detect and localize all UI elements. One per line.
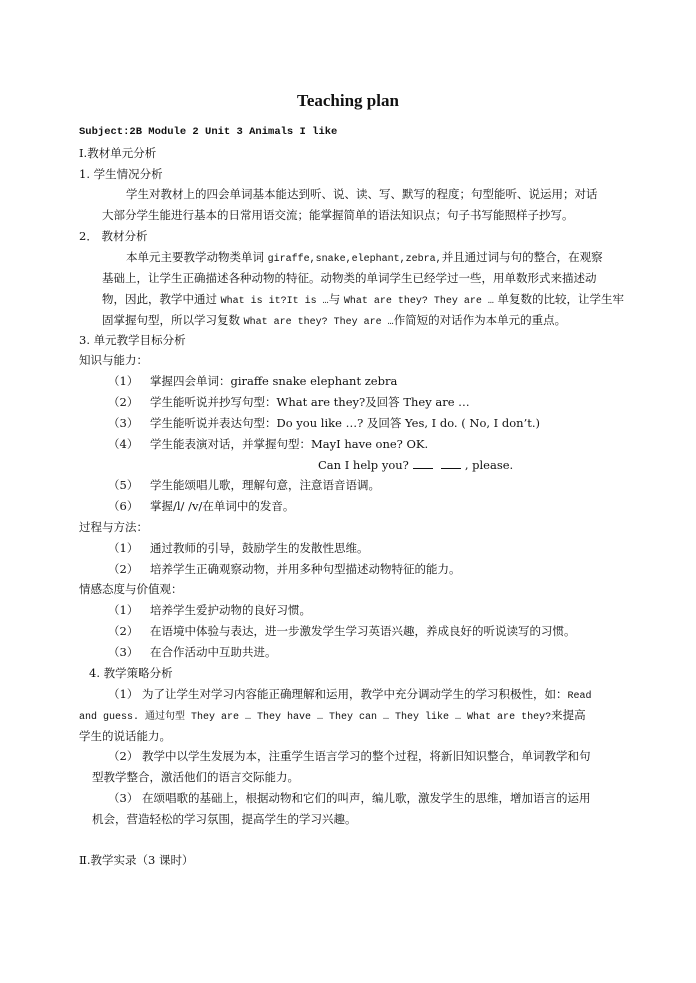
- subsection-4-title: 4. 教学策略分析: [89, 666, 173, 680]
- paragraph-line: （3） 在颂唱歌的基础上，根据动物和它们的叫声，编儿歌，激发学生的思维，增加语言的运用: [108, 791, 591, 805]
- text-run: , please.: [464, 458, 514, 472]
- method-heading: 过程与方法：: [79, 520, 148, 534]
- code-run: What are they? They are …: [343, 296, 494, 307]
- text-run: 并且通过词与句的整合，在观察: [441, 250, 603, 264]
- paragraph-line: 机会，营造轻松的学习氛围，提高学生的学习兴趣。: [92, 812, 357, 826]
- list-item: 学生能听说并抄写句型：What are they?及回答 They are …: [150, 395, 470, 409]
- text-run: 本单元主要教学动物类单词: [126, 250, 268, 264]
- fill-blank: [413, 457, 433, 469]
- list-item: 学生能听说并表达句型：Do you like …? 及回答 Yes, I do. ( No, I don’t.): [150, 416, 540, 430]
- list-item: 学生能表演对话，并掌握句型：MayI have one? OK.: [150, 437, 429, 451]
- list-number: （1）: [108, 374, 139, 388]
- list-item: 在语境中体验与表达，进一步激发学生学习英语兴趣，养成良好的听说读写的习惯。: [150, 624, 576, 638]
- list-item: 掌握四会单词：giraffe snake elephant zebra: [150, 374, 398, 388]
- document-title: Teaching plan: [297, 91, 399, 110]
- code-run: What are they? They are …: [243, 317, 394, 328]
- subsection-2-title: 2． 教材分析: [79, 229, 148, 243]
- text-run: （1） 为了让学生对学习内容能正确理解和运用，教学中充分调动学生的学习积极性，如：: [108, 687, 568, 701]
- list-item: 培养学生爱护动物的良好习惯。: [150, 603, 311, 617]
- paragraph-line: [102, 312, 566, 331]
- subsection-3-title: 3. 单元教学目标分析: [79, 333, 186, 347]
- section-1-heading: Ⅰ.教材单元分析: [79, 146, 157, 160]
- list-item: 通过教师的引导，鼓励学生的发散性思维。: [150, 541, 369, 555]
- text-run: 单复数的比较，让学生牢: [493, 292, 625, 306]
- paragraph-line: [102, 291, 624, 310]
- knowledge-heading: 知识与能力：: [79, 353, 148, 367]
- text-run: 物，因此，教学中通过: [102, 292, 221, 306]
- list-number: （6）: [108, 499, 139, 513]
- text-run: 来提高: [551, 708, 586, 722]
- code-run: What is it?It is …: [220, 296, 329, 307]
- paragraph-line: （2） 教学中以学生发展为本，注重学生语言学习的整个过程，将新旧知识整合，单词教学和句: [108, 749, 591, 763]
- paragraph-line: [79, 707, 586, 726]
- text-run: 固掌握句型，所以学习复数: [102, 313, 244, 327]
- text-run: Can I help you?: [318, 458, 409, 472]
- list-item-continuation: [318, 457, 513, 473]
- section-2-heading: Ⅱ.教学实录（3 课时）: [79, 853, 194, 867]
- list-number: （4）: [108, 437, 139, 451]
- subject-line: Subject:2B Module 2 Unit 3 Animals I like: [79, 126, 338, 138]
- paragraph-line: 学生对教材上的四会单词基本能达到听、说、读、写、默写的程度；句型能听、说运用；对话: [126, 187, 598, 201]
- code-run: Read: [567, 691, 592, 702]
- emotion-heading: 情感态度与价值观：: [79, 582, 183, 596]
- list-number: （3）: [108, 416, 139, 430]
- list-number: （1）: [108, 541, 139, 555]
- list-item: 在合作活动中互助共进。: [150, 645, 277, 659]
- paragraph-line: [108, 686, 591, 705]
- fill-blank: [441, 457, 461, 469]
- code-run: giraffe,snake,elephant,zebra,: [267, 254, 442, 265]
- paragraph-line: 型教学整合，激活他们的语言交际能力。: [92, 770, 299, 784]
- list-item: 培养学生正确观察动物，并用多种句型描述动物特征的能力。: [150, 562, 461, 576]
- text-run: 与: [328, 292, 344, 306]
- list-item: 学生能颂唱儿歌，理解句意，注意语音语调。: [150, 478, 380, 492]
- paragraph-line: 学生的说话能力。: [79, 729, 171, 743]
- paragraph-line: [126, 249, 603, 268]
- list-number: （2）: [108, 624, 139, 638]
- code-run: and guess. 通过句型 They are … They have … They can … They like … What are they?: [79, 712, 552, 723]
- subsection-1-title: 1. 学生情况分析: [79, 167, 163, 181]
- paragraph-line: 大部分学生能进行基本的日常用语交流；能掌握简单的语法知识点；句子书写能照样子抄写。: [102, 208, 574, 222]
- list-number: （5）: [108, 478, 139, 492]
- text-run: 作简短的对话作为本单元的重点。: [393, 313, 567, 327]
- paragraph-line: 基础上，让学生正确描述各种动物的特征。动物类的单词学生已经学过一些，用单数形式来描述动: [102, 271, 597, 285]
- list-number: （1）: [108, 603, 139, 617]
- list-number: （3）: [108, 645, 139, 659]
- list-number: （2）: [108, 395, 139, 409]
- list-item: 掌握/l/ /v/在单词中的发音。: [150, 499, 295, 513]
- list-number: （2）: [108, 562, 139, 576]
